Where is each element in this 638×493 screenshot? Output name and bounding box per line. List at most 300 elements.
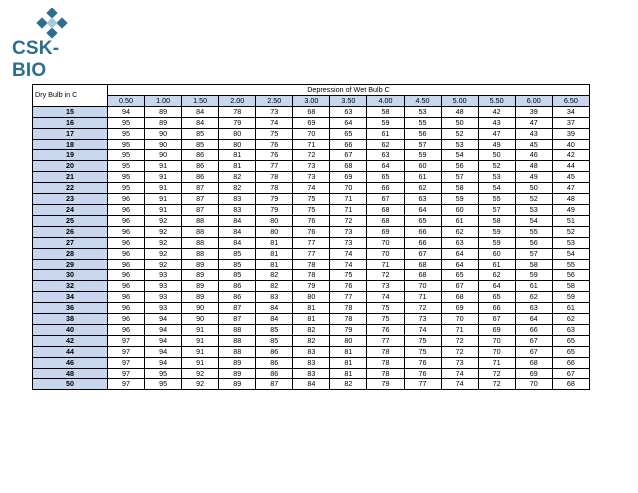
humidity-value-cell: 65 <box>552 346 589 357</box>
humidity-value-cell: 75 <box>256 128 293 139</box>
humidity-value-cell: 71 <box>330 204 367 215</box>
humidity-value-cell: 76 <box>256 150 293 161</box>
humidity-value-cell: 90 <box>145 128 182 139</box>
humidity-value-cell: 86 <box>256 357 293 368</box>
humidity-value-cell: 86 <box>182 150 219 161</box>
table-row <box>33 259 590 270</box>
humidity-value-cell: 80 <box>293 292 330 303</box>
humidity-value-cell: 68 <box>367 215 404 226</box>
humidity-value-cell: 92 <box>145 248 182 259</box>
humidity-value-cell: 53 <box>478 172 515 183</box>
humidity-value-cell: 96 <box>108 237 145 248</box>
column-header: 0.50 <box>108 95 145 106</box>
humidity-value-cell: 70 <box>367 248 404 259</box>
humidity-value-cell: 75 <box>293 194 330 205</box>
dry-bulb-cell: 22 <box>33 183 108 194</box>
column-header: 6.00 <box>515 95 552 106</box>
humidity-value-cell: 73 <box>404 314 441 325</box>
table-row <box>33 335 590 346</box>
humidity-value-cell: 70 <box>478 346 515 357</box>
humidity-value-cell: 89 <box>219 379 256 390</box>
humidity-value-cell: 90 <box>145 139 182 150</box>
humidity-value-cell: 80 <box>256 215 293 226</box>
table-row <box>33 106 590 117</box>
column-header: 3.50 <box>330 95 367 106</box>
humidity-value-cell: 56 <box>441 161 478 172</box>
humidity-value-cell: 91 <box>145 204 182 215</box>
humidity-value-cell: 82 <box>330 379 367 390</box>
humidity-value-cell: 70 <box>478 335 515 346</box>
humidity-value-cell: 94 <box>108 106 145 117</box>
dry-bulb-cell: 15 <box>33 106 108 117</box>
dry-bulb-cell: 19 <box>33 150 108 161</box>
humidity-value-cell: 77 <box>256 161 293 172</box>
humidity-value-cell: 92 <box>145 215 182 226</box>
brand-logo <box>12 8 92 81</box>
humidity-value-cell: 89 <box>219 368 256 379</box>
humidity-value-cell: 97 <box>108 335 145 346</box>
table-row <box>33 128 590 139</box>
humidity-value-cell: 75 <box>330 270 367 281</box>
table-row <box>33 346 590 357</box>
dry-bulb-cell: 50 <box>33 379 108 390</box>
humidity-value-cell: 88 <box>219 346 256 357</box>
humidity-value-cell: 65 <box>478 292 515 303</box>
humidity-value-cell: 46 <box>515 150 552 161</box>
humidity-value-cell: 53 <box>515 204 552 215</box>
humidity-value-cell: 70 <box>293 128 330 139</box>
dry-bulb-cell: 48 <box>33 368 108 379</box>
humidity-value-cell: 62 <box>367 139 404 150</box>
humidity-value-cell: 39 <box>515 106 552 117</box>
humidity-value-cell: 87 <box>182 204 219 215</box>
humidity-value-cell: 75 <box>367 314 404 325</box>
column-header: 6.50 <box>552 95 589 106</box>
humidity-value-cell: 68 <box>404 270 441 281</box>
humidity-value-cell: 43 <box>515 128 552 139</box>
humidity-value-cell: 59 <box>441 194 478 205</box>
humidity-value-cell: 76 <box>330 281 367 292</box>
humidity-value-cell: 97 <box>108 368 145 379</box>
humidity-value-cell: 86 <box>182 161 219 172</box>
humidity-value-cell: 70 <box>404 281 441 292</box>
humidity-value-cell: 96 <box>108 215 145 226</box>
humidity-value-cell: 72 <box>404 303 441 314</box>
humidity-value-cell: 54 <box>478 183 515 194</box>
humidity-value-cell: 91 <box>182 346 219 357</box>
dry-bulb-cell: 26 <box>33 226 108 237</box>
humidity-value-cell: 50 <box>441 117 478 128</box>
humidity-value-cell: 68 <box>293 106 330 117</box>
humidity-value-cell: 73 <box>256 106 293 117</box>
humidity-value-cell: 75 <box>404 335 441 346</box>
humidity-value-cell: 97 <box>108 379 145 390</box>
humidity-value-cell: 53 <box>441 139 478 150</box>
humidity-value-cell: 59 <box>404 150 441 161</box>
humidity-value-cell: 76 <box>404 368 441 379</box>
humidity-value-cell: 90 <box>145 150 182 161</box>
humidity-value-cell: 58 <box>515 259 552 270</box>
humidity-value-cell: 68 <box>441 292 478 303</box>
humidity-value-cell: 65 <box>552 335 589 346</box>
humidity-value-cell: 58 <box>441 183 478 194</box>
dry-bulb-cell: 44 <box>33 346 108 357</box>
humidity-value-cell: 43 <box>478 117 515 128</box>
humidity-value-cell: 83 <box>219 194 256 205</box>
humidity-value-cell: 67 <box>441 281 478 292</box>
humidity-value-cell: 48 <box>515 161 552 172</box>
humidity-value-cell: 64 <box>404 204 441 215</box>
humidity-value-cell: 71 <box>367 259 404 270</box>
humidity-value-cell: 85 <box>182 139 219 150</box>
humidity-value-cell: 97 <box>108 357 145 368</box>
humidity-value-cell: 94 <box>145 346 182 357</box>
humidity-value-cell: 86 <box>219 281 256 292</box>
humidity-value-cell: 86 <box>182 172 219 183</box>
humidity-value-cell: 93 <box>145 270 182 281</box>
humidity-value-cell: 78 <box>293 270 330 281</box>
humidity-value-cell: 92 <box>182 379 219 390</box>
humidity-value-cell: 95 <box>108 172 145 183</box>
humidity-value-cell: 89 <box>182 292 219 303</box>
table-row <box>33 194 590 205</box>
humidity-value-cell: 55 <box>515 226 552 237</box>
humidity-value-cell: 84 <box>182 106 219 117</box>
humidity-value-cell: 87 <box>219 314 256 325</box>
humidity-value-cell: 90 <box>182 314 219 325</box>
humidity-value-cell: 91 <box>182 324 219 335</box>
humidity-value-cell: 59 <box>552 292 589 303</box>
humidity-value-cell: 78 <box>219 106 256 117</box>
table-row <box>33 150 590 161</box>
humidity-value-cell: 69 <box>478 324 515 335</box>
humidity-value-cell: 95 <box>108 117 145 128</box>
table-row <box>33 379 590 390</box>
humidity-value-cell: 88 <box>182 248 219 259</box>
humidity-value-cell: 40 <box>552 139 589 150</box>
humidity-value-cell: 52 <box>441 128 478 139</box>
humidity-value-cell: 76 <box>367 324 404 335</box>
humidity-value-cell: 70 <box>515 379 552 390</box>
humidity-value-cell: 96 <box>108 204 145 215</box>
humidity-value-cell: 81 <box>256 237 293 248</box>
table-row <box>33 270 590 281</box>
humidity-value-cell: 67 <box>478 314 515 325</box>
humidity-value-cell: 57 <box>515 248 552 259</box>
table-row <box>33 237 590 248</box>
humidity-value-cell: 71 <box>330 194 367 205</box>
humidity-value-cell: 87 <box>182 194 219 205</box>
humidity-value-cell: 95 <box>108 128 145 139</box>
humidity-value-cell: 87 <box>219 303 256 314</box>
humidity-value-cell: 86 <box>256 346 293 357</box>
dry-bulb-cell: 32 <box>33 281 108 292</box>
humidity-value-cell: 76 <box>256 139 293 150</box>
humidity-value-cell: 63 <box>552 324 589 335</box>
humidity-value-cell: 62 <box>404 183 441 194</box>
humidity-value-cell: 79 <box>256 204 293 215</box>
humidity-value-cell: 53 <box>404 106 441 117</box>
table-row <box>33 357 590 368</box>
humidity-value-cell: 78 <box>330 303 367 314</box>
humidity-value-cell: 56 <box>404 128 441 139</box>
humidity-value-cell: 74 <box>330 259 367 270</box>
humidity-value-cell: 96 <box>108 314 145 325</box>
humidity-value-cell: 72 <box>293 150 330 161</box>
dry-bulb-cell: 34 <box>33 292 108 303</box>
humidity-value-cell: 81 <box>256 259 293 270</box>
humidity-value-cell: 54 <box>552 248 589 259</box>
humidity-value-cell: 92 <box>145 226 182 237</box>
humidity-value-cell: 83 <box>256 292 293 303</box>
column-header: 5.00 <box>441 95 478 106</box>
dry-bulb-cell: 46 <box>33 357 108 368</box>
humidity-value-cell: 79 <box>367 379 404 390</box>
humidity-value-cell: 52 <box>515 194 552 205</box>
humidity-value-cell: 69 <box>330 172 367 183</box>
column-header: 2.50 <box>256 95 293 106</box>
dry-bulb-cell: 27 <box>33 237 108 248</box>
dry-bulb-cell: 20 <box>33 161 108 172</box>
humidity-value-cell: 64 <box>330 117 367 128</box>
humidity-value-cell: 50 <box>515 183 552 194</box>
humidity-value-cell: 81 <box>330 357 367 368</box>
humidity-value-cell: 89 <box>219 357 256 368</box>
humidity-value-cell: 95 <box>108 161 145 172</box>
humidity-value-cell: 87 <box>256 379 293 390</box>
humidity-value-cell: 82 <box>293 324 330 335</box>
table-row <box>33 183 590 194</box>
humidity-value-cell: 67 <box>515 335 552 346</box>
dry-bulb-cell: 36 <box>33 303 108 314</box>
humidity-value-cell: 82 <box>219 183 256 194</box>
humidity-value-cell: 79 <box>219 117 256 128</box>
humidity-value-cell: 82 <box>256 270 293 281</box>
humidity-value-cell: 76 <box>293 215 330 226</box>
humidity-value-cell: 91 <box>182 335 219 346</box>
humidity-value-cell: 77 <box>367 335 404 346</box>
humidity-value-cell: 45 <box>552 172 589 183</box>
humidity-value-cell: 67 <box>404 248 441 259</box>
humidity-value-cell: 91 <box>182 357 219 368</box>
humidity-value-cell: 64 <box>441 259 478 270</box>
dry-bulb-cell: 23 <box>33 194 108 205</box>
humidity-value-cell: 63 <box>330 106 367 117</box>
humidity-value-cell: 91 <box>145 161 182 172</box>
dry-bulb-cell: 42 <box>33 335 108 346</box>
humidity-value-cell: 93 <box>145 292 182 303</box>
humidity-value-cell: 64 <box>515 314 552 325</box>
humidity-value-cell: 88 <box>182 215 219 226</box>
humidity-value-cell: 37 <box>552 117 589 128</box>
humidity-value-cell: 57 <box>478 204 515 215</box>
humidity-value-cell: 94 <box>145 314 182 325</box>
humidity-value-cell: 59 <box>478 226 515 237</box>
humidity-value-cell: 92 <box>145 237 182 248</box>
humidity-value-cell: 84 <box>256 303 293 314</box>
humidity-value-cell: 52 <box>478 161 515 172</box>
humidity-value-cell: 90 <box>182 303 219 314</box>
humidity-value-cell: 78 <box>256 172 293 183</box>
dry-bulb-cell: 40 <box>33 324 108 335</box>
humidity-value-cell: 70 <box>330 183 367 194</box>
humidity-value-cell: 72 <box>367 270 404 281</box>
humidity-value-cell: 95 <box>108 150 145 161</box>
humidity-value-cell: 65 <box>404 215 441 226</box>
humidity-value-cell: 81 <box>219 150 256 161</box>
humidity-value-cell: 81 <box>293 314 330 325</box>
humidity-value-cell: 69 <box>367 226 404 237</box>
humidity-value-cell: 71 <box>293 139 330 150</box>
humidity-value-cell: 94 <box>145 357 182 368</box>
humidity-value-cell: 96 <box>108 248 145 259</box>
humidity-value-cell: 84 <box>182 117 219 128</box>
humidity-value-cell: 86 <box>219 292 256 303</box>
humidity-value-cell: 94 <box>145 335 182 346</box>
humidity-value-cell: 81 <box>256 248 293 259</box>
table-row <box>33 368 590 379</box>
humidity-value-cell: 64 <box>367 161 404 172</box>
humidity-value-cell: 82 <box>219 172 256 183</box>
humidity-value-cell: 66 <box>478 303 515 314</box>
humidity-value-cell: 69 <box>441 303 478 314</box>
humidity-value-cell: 64 <box>478 281 515 292</box>
humidity-value-cell: 74 <box>256 117 293 128</box>
humidity-value-cell: 61 <box>515 281 552 292</box>
humidity-value-cell: 74 <box>330 248 367 259</box>
humidity-value-cell: 80 <box>330 335 367 346</box>
humidity-value-cell: 64 <box>441 248 478 259</box>
humidity-value-cell: 42 <box>478 106 515 117</box>
humidity-table <box>32 84 590 390</box>
dry-bulb-cell: 38 <box>33 314 108 325</box>
humidity-value-cell: 85 <box>182 128 219 139</box>
humidity-value-cell: 48 <box>441 106 478 117</box>
humidity-value-cell: 66 <box>515 324 552 335</box>
column-header: 4.00 <box>367 95 404 106</box>
table-row <box>33 226 590 237</box>
dry-bulb-cell: 17 <box>33 128 108 139</box>
humidity-value-cell: 68 <box>367 204 404 215</box>
table-row <box>33 314 590 325</box>
humidity-value-cell: 59 <box>478 237 515 248</box>
humidity-value-cell: 78 <box>367 346 404 357</box>
dry-bulb-cell: 16 <box>33 117 108 128</box>
humidity-value-cell: 95 <box>108 139 145 150</box>
humidity-value-cell: 80 <box>219 139 256 150</box>
humidity-value-cell: 67 <box>367 194 404 205</box>
humidity-value-cell: 76 <box>293 226 330 237</box>
humidity-value-cell: 70 <box>441 314 478 325</box>
humidity-value-cell: 83 <box>219 204 256 215</box>
table-row <box>33 204 590 215</box>
humidity-value-cell: 60 <box>404 161 441 172</box>
humidity-value-cell: 70 <box>367 237 404 248</box>
column-header: 2.00 <box>219 95 256 106</box>
humidity-value-cell: 83 <box>293 357 330 368</box>
humidity-value-cell: 97 <box>108 346 145 357</box>
humidity-value-cell: 74 <box>441 379 478 390</box>
humidity-value-cell: 55 <box>404 117 441 128</box>
humidity-value-cell: 39 <box>552 128 589 139</box>
humidity-value-cell: 63 <box>367 150 404 161</box>
humidity-value-cell: 62 <box>441 226 478 237</box>
humidity-value-cell: 54 <box>441 150 478 161</box>
humidity-value-cell: 72 <box>478 368 515 379</box>
humidity-value-cell: 81 <box>293 303 330 314</box>
corner-label: Dry Bulb in C <box>33 85 108 107</box>
humidity-value-cell: 80 <box>219 128 256 139</box>
dry-bulb-cell: 29 <box>33 259 108 270</box>
table-row <box>33 292 590 303</box>
humidity-value-cell: 68 <box>552 379 589 390</box>
dry-bulb-cell: 25 <box>33 215 108 226</box>
humidity-value-cell: 66 <box>367 183 404 194</box>
dry-bulb-cell: 30 <box>33 270 108 281</box>
humidity-value-cell: 79 <box>256 194 293 205</box>
humidity-value-cell: 74 <box>293 183 330 194</box>
humidity-value-cell: 79 <box>293 281 330 292</box>
humidity-value-cell: 71 <box>441 324 478 335</box>
humidity-value-cell: 34 <box>552 106 589 117</box>
humidity-value-cell: 74 <box>404 324 441 335</box>
humidity-value-cell: 94 <box>145 324 182 335</box>
humidity-value-cell: 71 <box>404 292 441 303</box>
humidity-value-cell: 68 <box>515 357 552 368</box>
humidity-value-cell: 72 <box>441 335 478 346</box>
humidity-value-cell: 68 <box>404 259 441 270</box>
humidity-value-cell: 85 <box>219 270 256 281</box>
humidity-value-cell: 89 <box>182 270 219 281</box>
humidity-value-cell: 96 <box>108 281 145 292</box>
depression-header: Depression of Wet Bulb C <box>108 85 590 96</box>
table-row <box>33 139 590 150</box>
humidity-value-cell: 61 <box>552 303 589 314</box>
humidity-value-cell: 85 <box>256 335 293 346</box>
humidity-value-cell: 89 <box>182 259 219 270</box>
humidity-value-cell: 69 <box>515 368 552 379</box>
humidity-value-cell: 91 <box>145 172 182 183</box>
humidity-value-cell: 91 <box>145 194 182 205</box>
humidity-value-cell: 73 <box>293 161 330 172</box>
humidity-value-cell: 78 <box>256 183 293 194</box>
humidity-value-cell: 83 <box>293 346 330 357</box>
humidity-value-cell: 92 <box>145 259 182 270</box>
humidity-value-cell: 84 <box>256 314 293 325</box>
humidity-value-cell: 51 <box>552 215 589 226</box>
humidity-value-cell: 53 <box>552 237 589 248</box>
humidity-value-cell: 77 <box>293 248 330 259</box>
humidity-value-cell: 73 <box>367 281 404 292</box>
humidity-value-cell: 48 <box>552 194 589 205</box>
humidity-value-cell: 95 <box>145 379 182 390</box>
humidity-value-cell: 61 <box>404 172 441 183</box>
humidity-value-cell: 93 <box>145 303 182 314</box>
humidity-value-cell: 58 <box>552 281 589 292</box>
humidity-value-cell: 62 <box>515 292 552 303</box>
humidity-value-cell: 47 <box>478 128 515 139</box>
humidity-value-cell: 68 <box>330 161 367 172</box>
humidity-value-cell: 74 <box>367 292 404 303</box>
humidity-value-cell: 96 <box>108 324 145 335</box>
humidity-value-cell: 80 <box>256 226 293 237</box>
humidity-value-cell: 61 <box>478 259 515 270</box>
table-row <box>33 215 590 226</box>
humidity-value-cell: 79 <box>330 324 367 335</box>
humidity-value-cell: 65 <box>330 128 367 139</box>
humidity-value-cell: 75 <box>367 303 404 314</box>
humidity-value-cell: 88 <box>182 226 219 237</box>
